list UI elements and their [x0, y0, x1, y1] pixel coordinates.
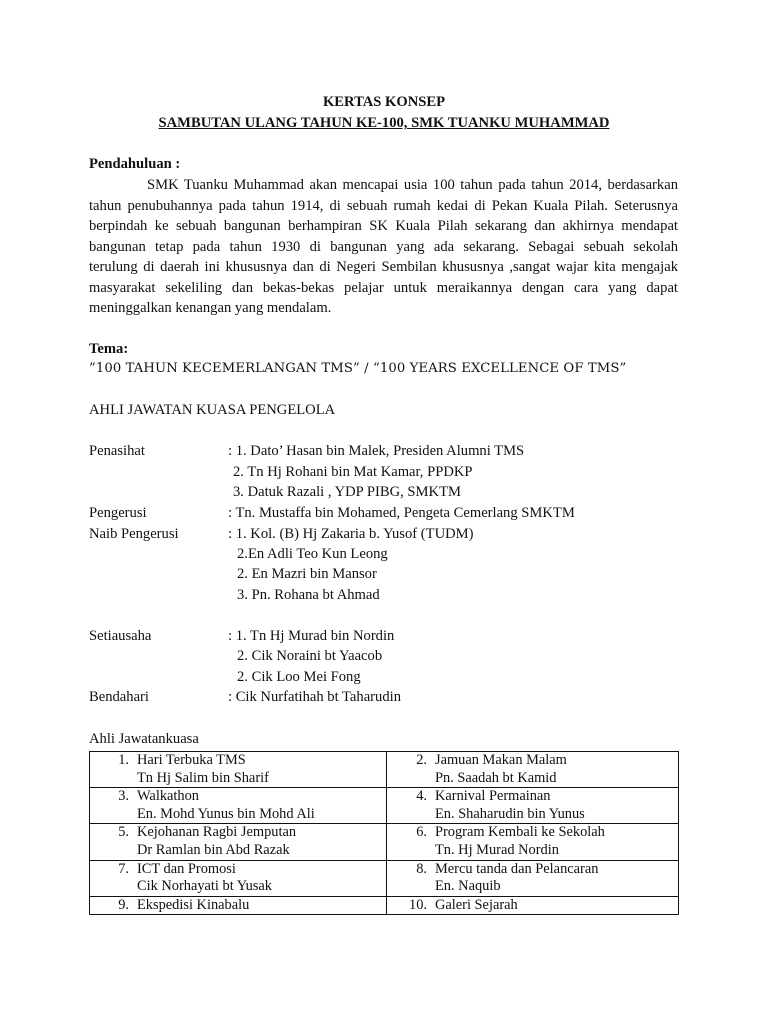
role-label-naib-pengerusi: Naib Pengerusi: [89, 526, 179, 542]
item-person: Tn Hj Salim bin Sharif: [137, 769, 269, 786]
theme-text: ”100 TAHUN KECEMERLANGAN TMS” / “100 YEARS EXCELLENCE OF TMS”: [89, 361, 627, 376]
setiausaha-line: 2. Cik Noraini bt Yaacob: [237, 648, 383, 664]
penasihat-line: : 1. Dato’ Hasan bin Malek, Presiden Alumni TMS: [228, 443, 525, 459]
table-cell: [387, 788, 679, 824]
intro-line: masyarakat sekeliling dan bekas-bekas pelajar untuk meraikannya dengan cara yang dapat: [89, 279, 678, 296]
table-cell: [387, 824, 679, 860]
item-title: Galeri Sejarah: [435, 896, 518, 913]
table-cell: [90, 788, 387, 824]
naib-line: 3. Pn. Rohana bt Ahmad: [237, 587, 380, 603]
role-label-setiausaha: Setiausaha: [89, 628, 152, 644]
document-subtitle: SAMBUTAN ULANG TAHUN KE-100, SMK TUANKU MUHAMMAD: [158, 115, 610, 131]
table-cell: [387, 860, 679, 896]
item-title: ICT dan Promosi: [137, 860, 236, 877]
intro-line: berpindah ke sebuah bangunan berhampiran SK Kuala Pilah sekarang dan akhirnya mendapat: [89, 218, 678, 234]
table-row: [90, 860, 679, 896]
item-number: 7.: [118, 860, 129, 877]
item-number: 3.: [118, 788, 129, 805]
item-person: Pn. Saadah bt Kamid: [435, 769, 557, 786]
pengerusi-line: : Tn. Mustaffa bin Mohamed, Pengeta Cemerlang SMKTM: [228, 505, 575, 521]
item-number: 1.: [118, 752, 129, 768]
intro-line: bangunan tetap pada tahun 1930 di bangunan yang ada sekarang. Sebagai sebuah sekolah: [89, 238, 678, 255]
table-cell: [90, 860, 387, 896]
item-number: 8.: [416, 860, 427, 877]
intro-line: terulung di daerah ini khususnya dan di Negeri Sembilan khususnya ,sangat wajar kita mengajak: [89, 259, 678, 275]
item-person: En. Mohd Yunus bin Mohd Ali: [137, 805, 315, 822]
item-title: Walkathon: [137, 788, 199, 805]
table-cell: [90, 824, 387, 860]
item-person: En. Naquib: [435, 878, 501, 895]
role-label-bendahari: Bendahari: [89, 689, 149, 705]
table-cell: [90, 896, 387, 915]
item-number: 10.: [409, 896, 427, 913]
item-number: 9.: [118, 896, 129, 913]
table-cell: [387, 896, 679, 915]
item-title: Kejohanan Ragbi Jemputan: [137, 824, 297, 841]
table-row: [90, 788, 679, 824]
naib-line: : 1. Kol. (B) Hj Zakaria b. Yusof (TUDM): [228, 526, 474, 542]
theme-heading: Tema:: [89, 341, 129, 357]
table-row: [90, 752, 679, 788]
intro-line: meninggalkan kenangan yang mendalam.: [89, 300, 332, 316]
setiausaha-line: 2. Cik Loo Mei Fong: [237, 669, 361, 685]
item-person: Tn. Hj Murad Nordin: [435, 841, 559, 858]
item-person: Cik Norhayati bt Yusak: [137, 878, 272, 895]
table-row: [90, 824, 679, 860]
intro-line: tahun penubuhannya pada tahun 1914, di sebuah rumah kedai di Pekan Kuala Pilah. Seterusnya: [89, 197, 678, 214]
naib-line: 2.En Adli Teo Kun Leong: [237, 546, 388, 562]
setiausaha-line: : 1. Tn Hj Murad bin Nordin: [228, 628, 395, 644]
bendahari-line: : Cik Nurfatihah bt Taharudin: [228, 689, 401, 705]
item-number: 5.: [118, 824, 129, 841]
item-number: 2.: [416, 752, 427, 768]
ajk-heading: Ahli Jawatankuasa: [89, 731, 199, 747]
penasihat-line: 3. Datuk Razali , YDP PIBG, SMKTM: [233, 484, 461, 500]
intro-paragraph: [89, 175, 678, 319]
intro-line: SMK Tuanku Muhammad akan mencapai usia 100 tahun pada tahun 2014, berdasarkan: [147, 177, 678, 193]
item-person: Dr Ramlan bin Abd Razak: [137, 841, 290, 858]
table-cell: [387, 752, 679, 788]
item-title: Hari Terbuka TMS: [137, 752, 246, 768]
intro-heading: Pendahuluan :: [89, 156, 181, 172]
table-row: [90, 896, 679, 915]
item-title: Jamuan Makan Malam: [435, 752, 567, 768]
role-label-pengerusi: Pengerusi: [89, 505, 147, 521]
item-title: Karnival Permainan: [435, 788, 551, 805]
naib-line: 2. En Mazri bin Mansor: [237, 566, 377, 582]
table-cell: [90, 752, 387, 788]
ajk-table: [89, 751, 679, 915]
item-number: 4.: [416, 788, 427, 805]
item-title: Program Kembali ke Sekolah: [435, 824, 605, 841]
document-title: KERTAS KONSEP: [322, 94, 446, 110]
role-label-penasihat: Penasihat: [89, 443, 145, 459]
item-person: En. Shaharudin bin Yunus: [435, 805, 585, 822]
item-title: Ekspedisi Kinabalu: [137, 896, 250, 913]
item-title: Mercu tanda dan Pelancaran: [435, 860, 599, 877]
item-number: 6.: [416, 824, 427, 841]
committee-heading: AHLI JAWATAN KUASA PENGELOLA: [89, 402, 336, 418]
penasihat-line: 2. Tn Hj Rohani bin Mat Kamar, PPDKP: [233, 464, 473, 480]
